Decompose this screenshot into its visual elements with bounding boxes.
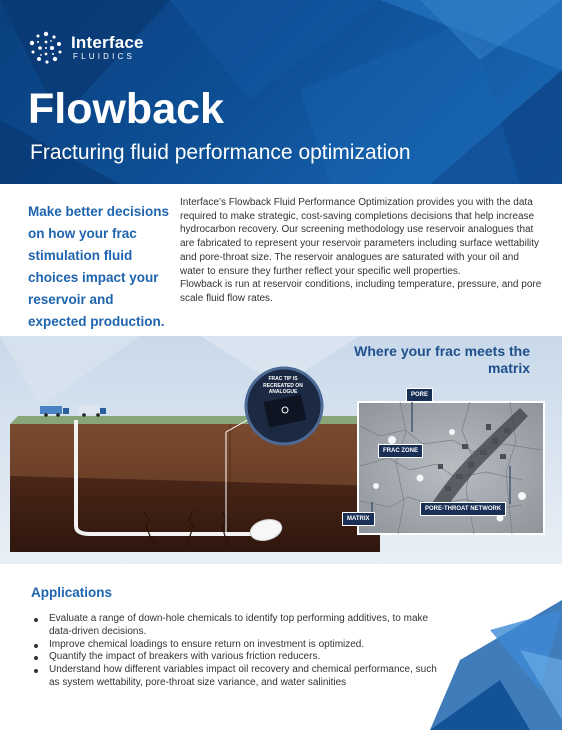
page-subtitle: Fracturing fluid performance optimization (30, 141, 411, 164)
label-pore: PORE (406, 388, 433, 402)
list-item: Evaluate a range of down-hole chemicals to identify top performing additives, to make data-driven decisions. (34, 613, 449, 639)
intro-paragraph-1: Interface’s Flowback Fluid Performance Optimization provides you with the data required to make strategic, cost-saving completions decisions that help increase hydrocarbon recovery. Our screening methodology use reservoir analogues that are fabricated to represent your reservoir parameters including surface wettability and pore-throat size. The reservoir analogues are saturated with your oil and water to ensure they further reflect your specific well properties. (180, 197, 540, 277)
applications-list (34, 613, 449, 690)
intro-text (180, 196, 545, 306)
list-item: Improve chemical loadings to ensure return on investment is optimized. (34, 639, 449, 652)
list-item: Understand how different variables impact oil recovery and chemical performance, such as system wettability, pore-throat size variance, and water salinities (34, 664, 449, 690)
intro-tagline: Make better decisions on how your frac stimulation fluid choices impact your reservoir and expected production. (28, 204, 170, 329)
header-banner (0, 0, 562, 184)
page-title: Flowback (28, 85, 224, 133)
frac-diagram (0, 336, 562, 564)
label-frac-zone: FRAC ZONE (378, 444, 423, 458)
intro-paragraph-2: Flowback is run at reservoir conditions, including temperature, pressure, and pore scale fluid flow rates. (180, 279, 542, 304)
molecule-icon (26, 28, 66, 68)
applications-heading: Applications (31, 585, 113, 600)
label-pore-throat-network: PORE-THROAT NETWORK (420, 502, 506, 516)
decorative-facets (420, 600, 562, 730)
brand-name: Interface (71, 33, 144, 52)
diagram-title: Where your frac meets the matrix (354, 343, 530, 376)
brand-logo[interactable] (26, 28, 144, 68)
brand-sub: FLUIDICS (73, 52, 136, 61)
list-item: Quantify the impact of breakers with various friction reducers. (34, 651, 449, 664)
label-matrix: MATRIX (342, 512, 375, 526)
frac-tip-label: FRAC TIP IS RECREATED ON ANALOGUE (263, 376, 303, 395)
